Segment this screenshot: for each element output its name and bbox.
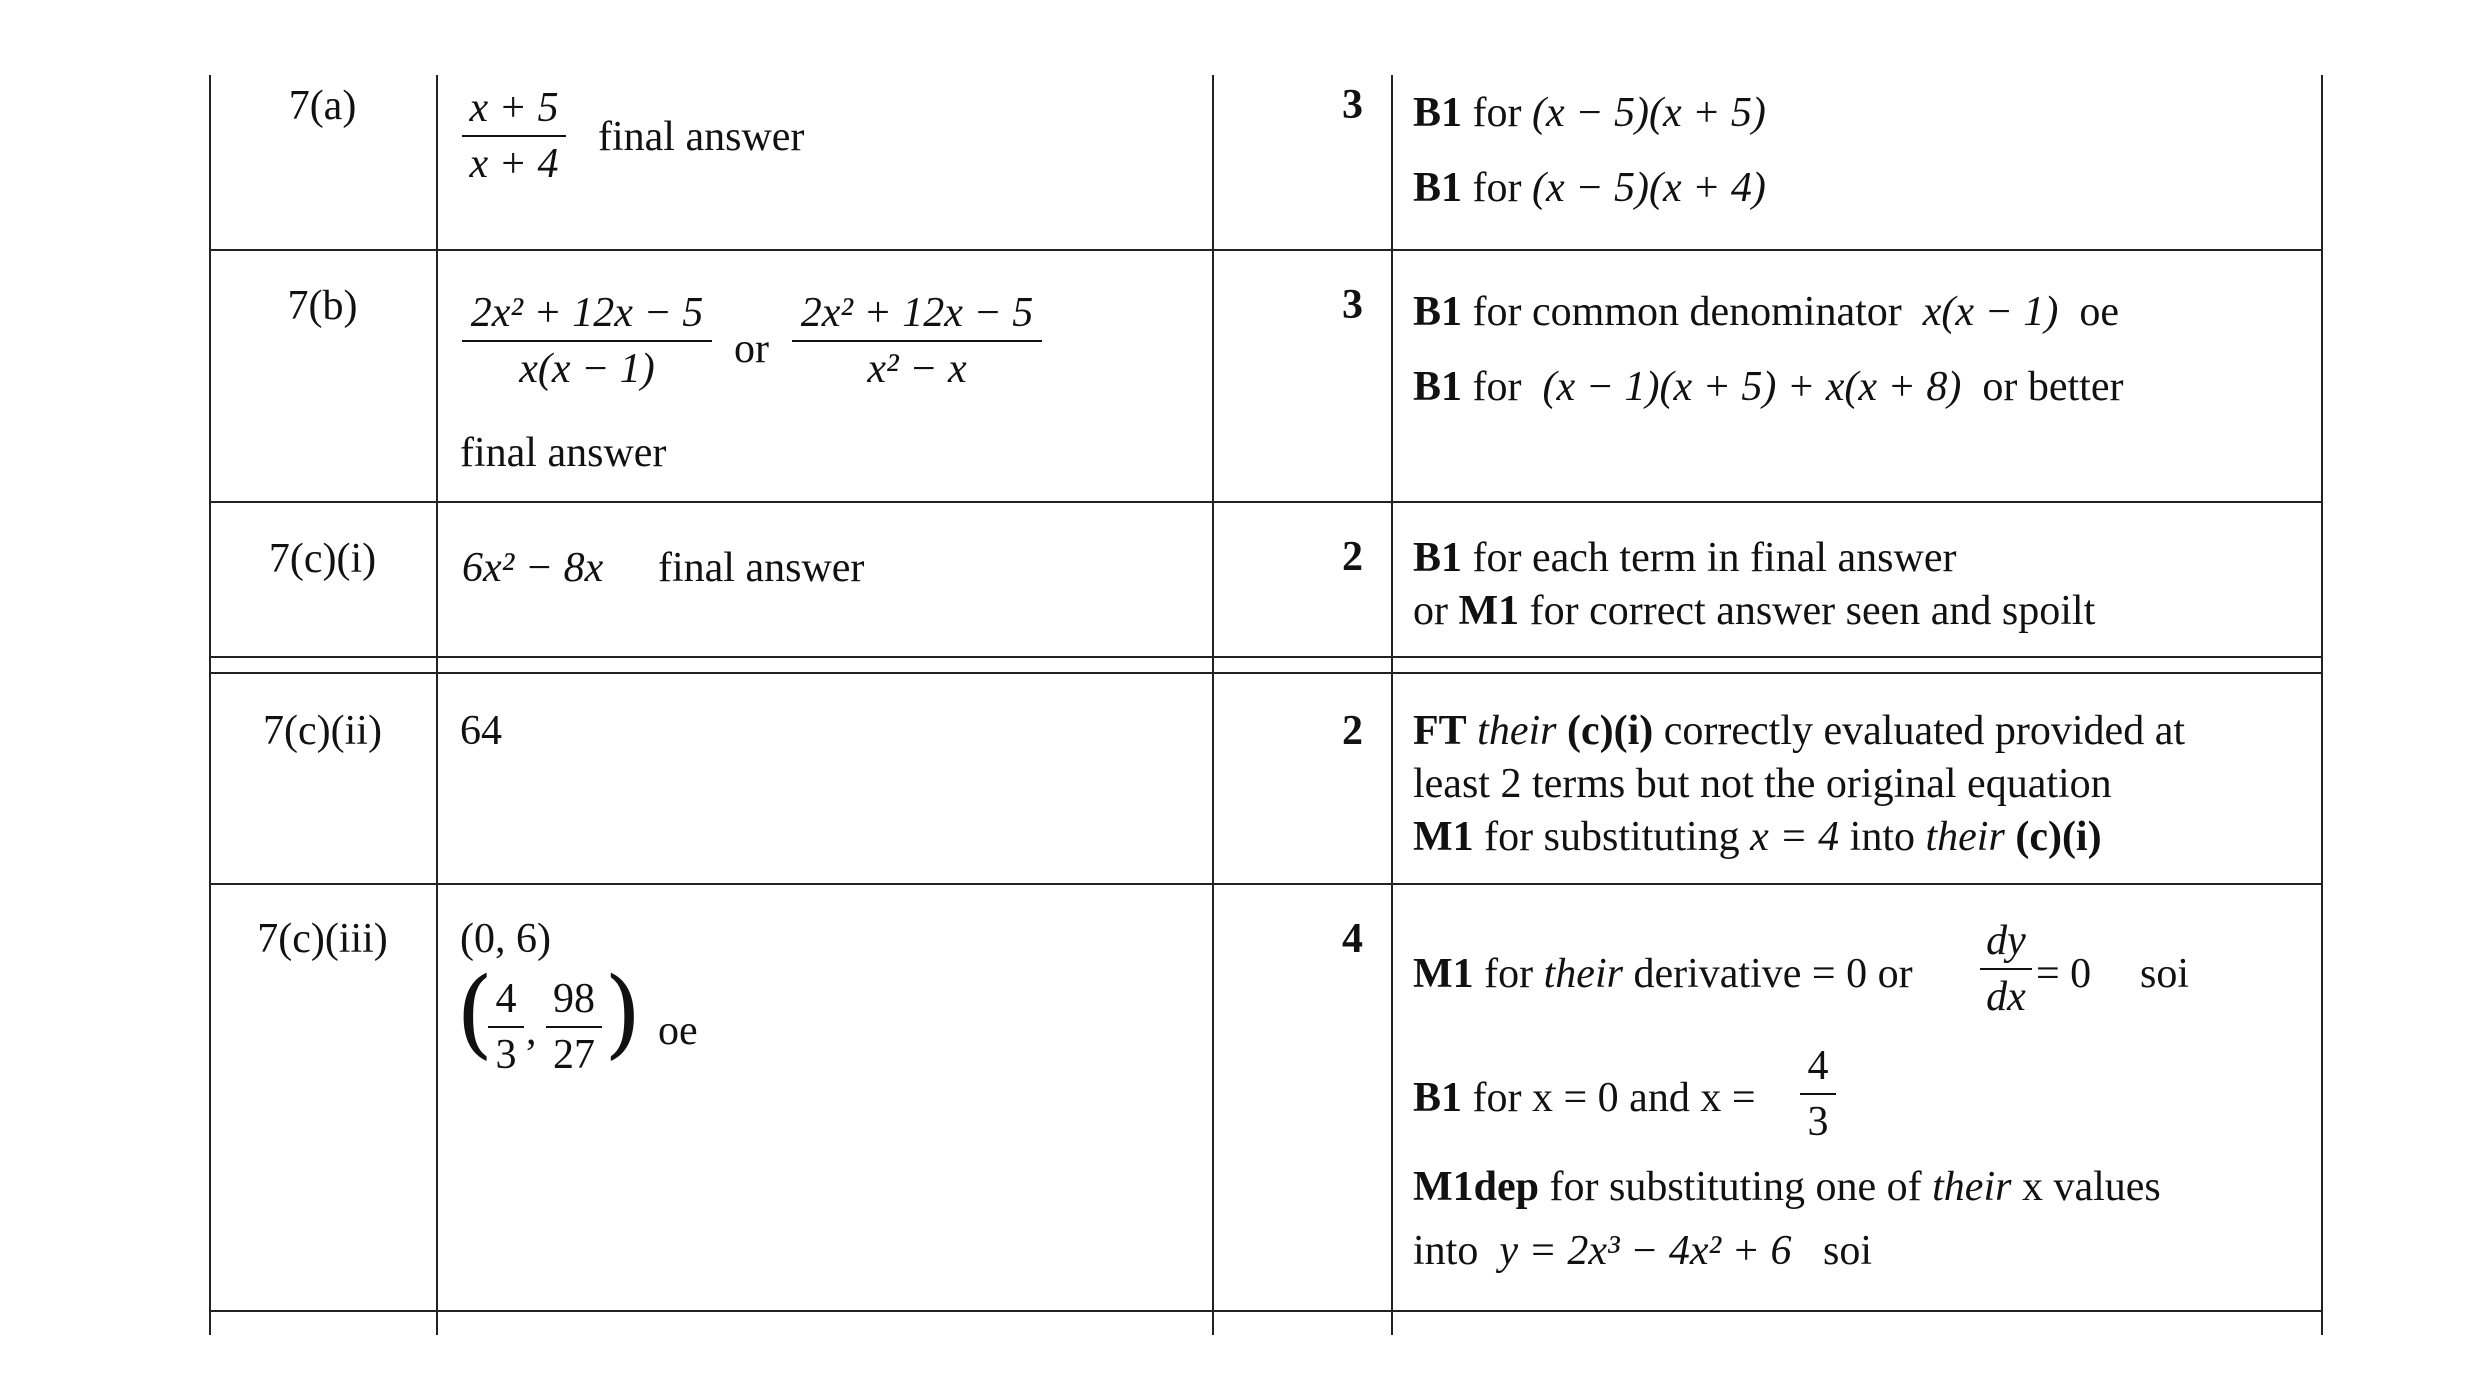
answer-value: 64 [460,708,502,754]
coordinate-x: 4 3 [488,978,524,1076]
marks: 3 [1342,282,1363,328]
row-rule [209,883,2321,885]
row-rule [209,249,2321,251]
answer-expression: 6x² − 8x [462,545,604,591]
guidance-line: B1 for (x − 5)(x + 4) [1413,165,1766,211]
guidance-soi: soi [2140,951,2190,997]
marks: 3 [1342,82,1363,128]
column-rule [1391,75,1393,1335]
guidance-line: or M1 for correct answer seen and spoilt [1413,588,2096,634]
answer-suffix: oe [658,1008,698,1054]
guidance-line: least 2 terms but not the original equation [1413,761,2112,807]
guidance-line: FT their (c)(i) correctly evaluated provided at [1413,708,2186,754]
answer-point: (0, 6) [460,916,551,962]
guidance-line: into y = 2x³ − 4x² + 6 soi [1413,1228,1872,1274]
guidance-line: B1 for x = 0 and x = [1413,1075,1756,1121]
guidance-line: M1 for substituting x = 4 into their (c)(i) [1413,814,2102,860]
row-rule [209,501,2321,503]
question-number: 7(c)(iii) [257,916,388,962]
marks: 2 [1342,708,1363,754]
guidance-equals: = 0 [2036,951,2092,997]
guidance-line: M1dep for substituting one of their x values [1413,1164,2161,1210]
question-number: 7(b) [287,283,358,329]
question-number: 7(c)(ii) [263,708,382,754]
question-number: 7(c)(i) [268,536,377,582]
answer-fraction: 2x² + 12x − 5 x² − x [792,292,1042,390]
answer-suffix: final answer [598,114,805,160]
coordinate-y: 98 27 [546,978,602,1076]
column-rule [209,75,211,1335]
guidance-line: M1 for their derivative = 0 or [1413,951,1913,997]
guidance-line: B1 for (x − 1)(x + 5) + x(x + 8) or better [1413,364,2124,410]
derivative-fraction: dy dx [1980,920,2032,1018]
marks: 2 [1342,534,1363,580]
column-rule [2321,75,2323,1335]
column-rule [1212,75,1214,1335]
guidance-line: B1 for (x − 5)(x + 5) [1413,90,1766,136]
row-rule [209,656,2321,658]
answer-fraction: x + 5 x + 4 [462,87,566,185]
answer-or: or [734,326,769,372]
x-value-fraction: 4 3 [1800,1045,1836,1143]
column-rule [436,75,438,1335]
answer-suffix: final answer [658,545,865,591]
marks: 4 [1342,916,1363,962]
row-rule [209,1310,2321,1312]
left-parenthesis: ( [456,957,494,1069]
answer-suffix: final answer [460,430,667,476]
coordinate-comma: , [526,1008,537,1054]
right-parenthesis: ) [604,957,642,1069]
answer-fraction: 2x² + 12x − 5 x(x − 1) [462,292,712,390]
guidance-line: B1 for each term in final answer [1413,535,1957,581]
row-rule [209,672,2321,674]
guidance-line: B1 for common denominator x(x − 1) oe [1413,289,2120,335]
question-number: 7(a) [288,83,357,129]
